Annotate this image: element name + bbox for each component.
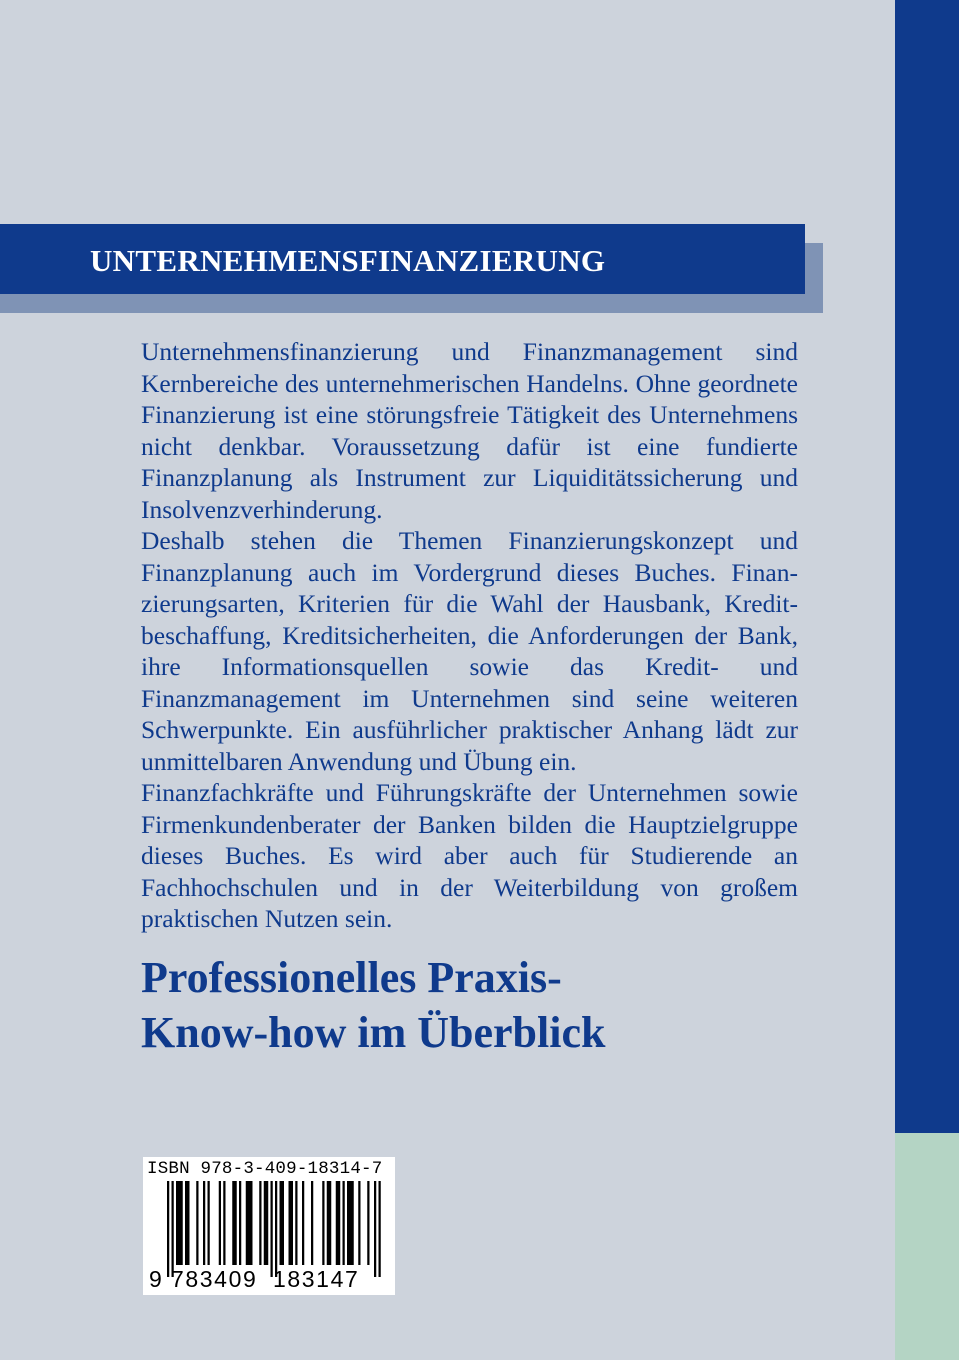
barcode-guard-bar xyxy=(379,1181,381,1277)
barcode-bar xyxy=(223,1181,225,1265)
barcode-bar xyxy=(239,1181,241,1265)
barcode-bar xyxy=(208,1181,210,1265)
barcode-bar xyxy=(358,1181,360,1265)
barcode-bar xyxy=(322,1181,324,1265)
barcode-bar xyxy=(259,1181,261,1265)
barcode-bar xyxy=(336,1181,341,1265)
barcode-bar xyxy=(176,1181,183,1265)
blurb-paragraph-1: Unternehmensfinanzierung und Finanzmanagement sind Kernbereiche des unternehmerischen Handelns. Ohne geordnete Finanzierung ist eine störungsfreie Tätigkeit des Unternehmens nicht denkbar. Voraussetzung dafür ist eine fundierte Finanzplanung als Instrument zur Liquiditätssicherung und Insolvenzverhinderung. xyxy=(141,337,798,524)
barcode-bar xyxy=(311,1181,313,1265)
barcode-bar xyxy=(295,1181,297,1265)
blurb-paragraph-3: Finanzfachkräfte und Führungskräfte der Unternehmen sowie Firmenkundenberater der Banken bilden die Hauptzielgruppe dieses Buches. Es wird aber auch für Studierende an Fachhochschulen und in der Weiterbildung von großem praktischen Nutzen sein. xyxy=(141,778,798,933)
barcode-bar xyxy=(343,1181,345,1265)
spine-bar xyxy=(895,0,959,1133)
barcode-bar xyxy=(327,1181,332,1265)
barcode-bar xyxy=(347,1181,354,1265)
barcode-bar xyxy=(185,1181,190,1265)
barcode-bar xyxy=(367,1181,369,1265)
spine-accent-block xyxy=(895,1133,959,1360)
barcode-bar xyxy=(203,1181,205,1265)
barcode-bar xyxy=(232,1181,237,1265)
barcode-bar xyxy=(289,1181,294,1265)
barcode-guard-bar xyxy=(271,1181,273,1277)
barcode-guard-bar xyxy=(172,1181,174,1277)
blurb-paragraph-2: Deshalb stehen die Themen Finanzierungskonzept und Finanzplanung auch im Vordergrund dieses Buches. Finanzierungsarten, Kriterien für die Wahl der Hausbank, Kreditbeschaffung, Kreditsicherheiten, die Anforderungen der Bank, ihre Informationsquellen sowie das Kredit- und Finanzmanagement im Unternehmen sind seine weiteren Schwerpunkte. Ein ausführlicher praktischer Anhang lädt zur unmittelbaren Anwendung und Übung ein. xyxy=(141,526,798,776)
tagline-line-1: Professionelles Praxis- xyxy=(141,953,562,1002)
barcode-bar xyxy=(246,1181,253,1265)
barcode-guard-bar xyxy=(275,1181,277,1277)
tagline-line-2: Know-how im Überblick xyxy=(141,1008,606,1057)
barcode-bar xyxy=(196,1181,198,1265)
isbn-label: ISBN 978-3-409-18314-7 xyxy=(147,1159,383,1179)
banner-title: UNTERNEHMENSFINANZIERUNG xyxy=(90,243,606,278)
barcode-bar xyxy=(280,1181,285,1265)
barcode-guard-bar xyxy=(167,1181,169,1277)
blurb xyxy=(141,336,798,935)
barcode-guard-bar xyxy=(374,1181,376,1277)
ean-left-digits: 783409 xyxy=(171,1266,258,1292)
barcode-bar xyxy=(264,1181,269,1265)
ean-first-digit: 9 xyxy=(149,1266,162,1292)
ean-right-digits: 183147 xyxy=(273,1266,360,1292)
tagline xyxy=(141,950,605,1060)
barcode-bar xyxy=(219,1181,221,1265)
barcode-bar xyxy=(302,1181,304,1265)
barcode-box xyxy=(143,1157,395,1295)
